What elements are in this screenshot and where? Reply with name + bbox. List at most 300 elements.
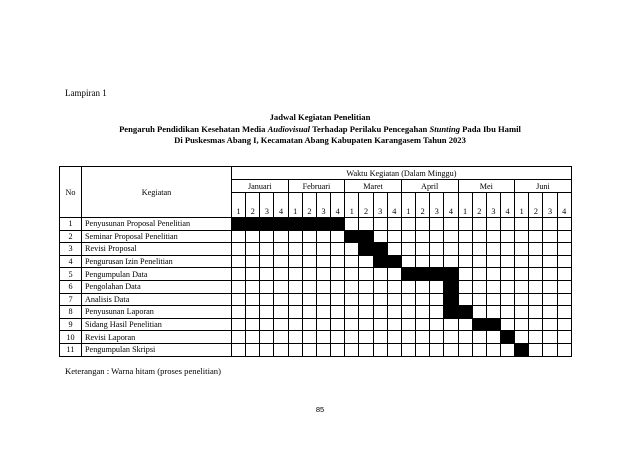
week-cell-active (274, 218, 288, 231)
activity-name: Penyusunan Proposal Penelitian (82, 218, 232, 231)
week-header: 2 (472, 193, 486, 218)
week-cell-active (430, 268, 444, 281)
week-cell (246, 318, 260, 331)
week-cell (331, 306, 345, 319)
week-cell (359, 306, 373, 319)
week-cell (302, 343, 316, 356)
week-cell (302, 331, 316, 344)
week-cell (543, 318, 557, 331)
title-line-2-part-2: Terhadap Perilaku Pencegahan (310, 123, 430, 134)
no-header: No (60, 167, 82, 218)
week-cell (430, 243, 444, 256)
week-cell-active (373, 255, 387, 268)
week-cell (331, 255, 345, 268)
week-cell (331, 230, 345, 243)
week-cell (232, 293, 246, 306)
week-header: 4 (557, 193, 571, 218)
week-cell (302, 255, 316, 268)
week-cell (529, 268, 543, 281)
week-cell (373, 268, 387, 281)
week-header: 1 (515, 193, 529, 218)
title-line-2-italic-2: Stunting (429, 123, 461, 134)
week-cell (232, 331, 246, 344)
week-cell (543, 343, 557, 356)
week-cell-active (331, 218, 345, 231)
week-cell (472, 280, 486, 293)
week-cell (543, 255, 557, 268)
week-cell (246, 343, 260, 356)
week-cell (387, 306, 401, 319)
table-row (60, 306, 572, 319)
week-cell (430, 280, 444, 293)
week-cell (401, 230, 415, 243)
week-cell (416, 218, 430, 231)
week-cell (387, 343, 401, 356)
week-cell (387, 218, 401, 231)
week-cell-active (458, 306, 472, 319)
week-cell (246, 255, 260, 268)
week-cell (232, 255, 246, 268)
week-cell (288, 230, 302, 243)
week-cell-active (373, 243, 387, 256)
week-cell (486, 255, 500, 268)
week-cell (302, 280, 316, 293)
week-cell (500, 318, 514, 331)
week-header: 4 (444, 193, 458, 218)
activity-name: Analisis Data (82, 293, 232, 306)
week-cell (316, 230, 330, 243)
week-cell (387, 280, 401, 293)
week-cell (529, 306, 543, 319)
week-cell (302, 243, 316, 256)
week-cell (302, 230, 316, 243)
page-number: 85 (315, 405, 325, 414)
week-cell (274, 230, 288, 243)
week-cell (387, 318, 401, 331)
activity-name: Seminar Proposal Penelitian (82, 230, 232, 243)
week-cell (543, 293, 557, 306)
week-cell (500, 230, 514, 243)
table-row (60, 343, 572, 356)
activity-name: Penyusunan Laporan (82, 306, 232, 319)
week-cell (529, 255, 543, 268)
week-cell (529, 243, 543, 256)
week-cell (557, 343, 571, 356)
week-cell (557, 243, 571, 256)
week-cell (401, 280, 415, 293)
week-cell (500, 343, 514, 356)
week-cell (472, 218, 486, 231)
week-cell-active (359, 243, 373, 256)
waktu-header: Waktu Kegiatan (Dalam Minggu) (232, 167, 572, 180)
week-cell (345, 293, 359, 306)
week-cell (543, 268, 557, 281)
week-header: 4 (274, 193, 288, 218)
week-cell (458, 230, 472, 243)
week-header: 3 (316, 193, 330, 218)
week-cell (232, 230, 246, 243)
week-header: 3 (543, 193, 557, 218)
table-row (60, 280, 572, 293)
week-cell (401, 306, 415, 319)
week-cell (557, 218, 571, 231)
week-cell (529, 318, 543, 331)
week-cell (345, 331, 359, 344)
week-cell (458, 331, 472, 344)
week-cell (316, 306, 330, 319)
week-cell (472, 293, 486, 306)
row-number: 2 (60, 230, 82, 243)
week-cell (373, 293, 387, 306)
week-cell (232, 318, 246, 331)
title-line-2-italic-1: Audiovisual (267, 123, 311, 134)
week-header: 4 (331, 193, 345, 218)
title-line-2-part-3: Pada Ibu Hamil (460, 123, 521, 134)
week-cell (515, 243, 529, 256)
week-cell-active (486, 318, 500, 331)
week-cell (486, 280, 500, 293)
activity-name: Revisi Laporan (82, 331, 232, 344)
week-cell (557, 331, 571, 344)
week-cell (232, 306, 246, 319)
week-cell (486, 331, 500, 344)
week-cell (416, 331, 430, 344)
week-cell (416, 306, 430, 319)
week-cell (359, 280, 373, 293)
week-cell (515, 268, 529, 281)
week-cell (331, 318, 345, 331)
week-cell-active (444, 306, 458, 319)
week-cell-active (288, 218, 302, 231)
week-cell-active (359, 230, 373, 243)
row-number: 5 (60, 268, 82, 281)
week-cell (500, 243, 514, 256)
week-cell (331, 243, 345, 256)
title-line-2-part-1: Pengaruh Pendidikan Kesehatan Media (119, 123, 268, 134)
week-cell (444, 230, 458, 243)
week-cell (359, 218, 373, 231)
week-cell (288, 268, 302, 281)
week-cell (430, 230, 444, 243)
week-cell (232, 280, 246, 293)
week-header: 2 (416, 193, 430, 218)
week-cell (274, 343, 288, 356)
week-cell (373, 230, 387, 243)
activity-name: Revisi Proposal (82, 243, 232, 256)
week-cell (458, 280, 472, 293)
week-cell (345, 268, 359, 281)
week-cell (246, 243, 260, 256)
week-cell (316, 280, 330, 293)
week-cell (444, 331, 458, 344)
activity-name: Pengurusan Izin Penelitian (82, 255, 232, 268)
week-cell (359, 318, 373, 331)
week-cell-active (260, 218, 274, 231)
document-title (0, 112, 640, 147)
week-cell (288, 255, 302, 268)
week-cell (288, 343, 302, 356)
week-cell (260, 293, 274, 306)
row-number: 1 (60, 218, 82, 231)
week-cell (500, 293, 514, 306)
week-cell (472, 331, 486, 344)
week-cell (387, 243, 401, 256)
week-cell (430, 218, 444, 231)
row-number: 8 (60, 306, 82, 319)
week-cell (387, 331, 401, 344)
activity-name: Pengumpulan Data (82, 268, 232, 281)
week-cell (543, 306, 557, 319)
week-cell (515, 255, 529, 268)
week-cell-active (444, 268, 458, 281)
week-cell (345, 318, 359, 331)
week-cell (331, 343, 345, 356)
week-cell (458, 218, 472, 231)
week-cell (557, 230, 571, 243)
week-cell (260, 230, 274, 243)
table-row (60, 218, 572, 231)
week-cell (359, 268, 373, 281)
month-header: Januari (232, 180, 289, 193)
week-cell-active (232, 218, 246, 231)
week-cell (543, 280, 557, 293)
week-cell (302, 318, 316, 331)
week-cell (543, 218, 557, 231)
week-cell (472, 243, 486, 256)
table-row (60, 318, 572, 331)
week-header: 1 (458, 193, 472, 218)
week-cell (401, 343, 415, 356)
week-cell (486, 293, 500, 306)
week-cell-active (500, 331, 514, 344)
week-cell (401, 318, 415, 331)
week-cell (345, 243, 359, 256)
month-header: Juni (515, 180, 572, 193)
week-cell (543, 331, 557, 344)
week-cell-active (444, 293, 458, 306)
week-cell (500, 306, 514, 319)
week-cell (373, 331, 387, 344)
week-cell (316, 331, 330, 344)
week-cell (274, 243, 288, 256)
week-cell (316, 293, 330, 306)
table-row (60, 331, 572, 344)
table-row (60, 293, 572, 306)
week-cell-active (316, 218, 330, 231)
week-cell (232, 268, 246, 281)
week-cell (444, 343, 458, 356)
week-cell (345, 255, 359, 268)
week-cell (458, 293, 472, 306)
week-cell (288, 306, 302, 319)
week-cell (387, 230, 401, 243)
week-header: 3 (260, 193, 274, 218)
week-cell-active (472, 318, 486, 331)
row-number: 9 (60, 318, 82, 331)
week-cell (401, 255, 415, 268)
week-cell (416, 280, 430, 293)
week-header: 2 (302, 193, 316, 218)
week-header: 1 (345, 193, 359, 218)
week-cell (260, 255, 274, 268)
week-cell (288, 243, 302, 256)
week-cell (529, 218, 543, 231)
week-cell (274, 255, 288, 268)
row-number: 11 (60, 343, 82, 356)
week-cell (500, 268, 514, 281)
week-cell-active (387, 255, 401, 268)
week-cell-active (444, 280, 458, 293)
week-cell (458, 243, 472, 256)
week-cell (345, 218, 359, 231)
week-cell (232, 343, 246, 356)
week-cell (472, 343, 486, 356)
week-cell (288, 280, 302, 293)
week-cell (387, 293, 401, 306)
week-cell (373, 343, 387, 356)
week-cell (500, 280, 514, 293)
week-cell (246, 230, 260, 243)
week-cell (246, 331, 260, 344)
week-cell (486, 306, 500, 319)
week-cell (416, 343, 430, 356)
activity-header: Kegiatan (82, 167, 232, 218)
week-cell (444, 243, 458, 256)
week-cell-active (246, 218, 260, 231)
title-line-3: Di Puskesmas Abang I, Kecamatan Abang Kabupaten Karangasem Tahun 2023 (174, 135, 466, 145)
week-cell (515, 306, 529, 319)
title-line-1: Jadwal Kegiatan Penelitian (269, 112, 371, 122)
week-header: 4 (387, 193, 401, 218)
week-cell (274, 318, 288, 331)
week-cell (246, 306, 260, 319)
week-cell (515, 318, 529, 331)
week-cell (345, 280, 359, 293)
week-header: 1 (401, 193, 415, 218)
week-cell (543, 243, 557, 256)
week-cell (302, 306, 316, 319)
week-cell (472, 230, 486, 243)
table-row (60, 268, 572, 281)
week-cell (359, 255, 373, 268)
week-header: 2 (246, 193, 260, 218)
week-cell (316, 255, 330, 268)
week-cell (260, 243, 274, 256)
week-cell (246, 268, 260, 281)
month-header: Februari (288, 180, 345, 193)
week-cell (557, 318, 571, 331)
week-cell (316, 268, 330, 281)
week-cell (444, 318, 458, 331)
week-cell (288, 331, 302, 344)
week-cell (288, 293, 302, 306)
week-cell (260, 268, 274, 281)
week-cell (529, 293, 543, 306)
week-cell (515, 230, 529, 243)
week-cell (274, 293, 288, 306)
week-header: 3 (430, 193, 444, 218)
week-cell (274, 306, 288, 319)
week-cell (557, 293, 571, 306)
week-cell (486, 343, 500, 356)
week-cell (458, 268, 472, 281)
week-cell (529, 230, 543, 243)
month-header: Mei (458, 180, 515, 193)
week-cell (373, 218, 387, 231)
week-cell (557, 255, 571, 268)
schedule-table (59, 166, 572, 357)
week-cell (274, 331, 288, 344)
week-cell (331, 331, 345, 344)
week-cell (486, 243, 500, 256)
week-cell (373, 306, 387, 319)
week-cell (486, 268, 500, 281)
legend-note: Keterangan : Warna hitam (proses penelitian) (65, 366, 221, 376)
week-cell (486, 218, 500, 231)
week-cell (444, 255, 458, 268)
week-cell (246, 293, 260, 306)
row-number: 3 (60, 243, 82, 256)
week-cell (359, 293, 373, 306)
week-cell-active (416, 268, 430, 281)
activity-name: Pengumpulan Skripsi (82, 343, 232, 356)
month-header: Maret (345, 180, 402, 193)
week-cell (316, 318, 330, 331)
week-cell (416, 318, 430, 331)
week-cell (401, 243, 415, 256)
week-cell (373, 280, 387, 293)
week-cell (345, 306, 359, 319)
week-cell (515, 293, 529, 306)
row-number: 7 (60, 293, 82, 306)
week-cell-active (345, 230, 359, 243)
week-cell (260, 306, 274, 319)
week-cell (274, 280, 288, 293)
week-cell (260, 280, 274, 293)
week-cell (359, 343, 373, 356)
week-cell (274, 268, 288, 281)
week-cell (529, 343, 543, 356)
week-cell (288, 318, 302, 331)
week-cell (401, 293, 415, 306)
week-cell (529, 280, 543, 293)
week-header: 2 (359, 193, 373, 218)
week-cell-active (401, 268, 415, 281)
activity-name: Pengolahan Data (82, 280, 232, 293)
week-cell (316, 243, 330, 256)
week-cell (500, 255, 514, 268)
week-cell (430, 306, 444, 319)
week-cell (543, 230, 557, 243)
week-cell (387, 268, 401, 281)
week-cell (430, 255, 444, 268)
week-cell (359, 331, 373, 344)
week-header: 3 (486, 193, 500, 218)
week-cell (331, 280, 345, 293)
week-cell (345, 343, 359, 356)
week-header: 4 (500, 193, 514, 218)
week-cell (416, 243, 430, 256)
week-cell (430, 343, 444, 356)
week-cell (515, 280, 529, 293)
week-cell (246, 280, 260, 293)
week-cell (302, 268, 316, 281)
week-cell (401, 218, 415, 231)
week-cell (458, 318, 472, 331)
week-cell (486, 230, 500, 243)
week-cell (557, 280, 571, 293)
month-header: April (401, 180, 458, 193)
